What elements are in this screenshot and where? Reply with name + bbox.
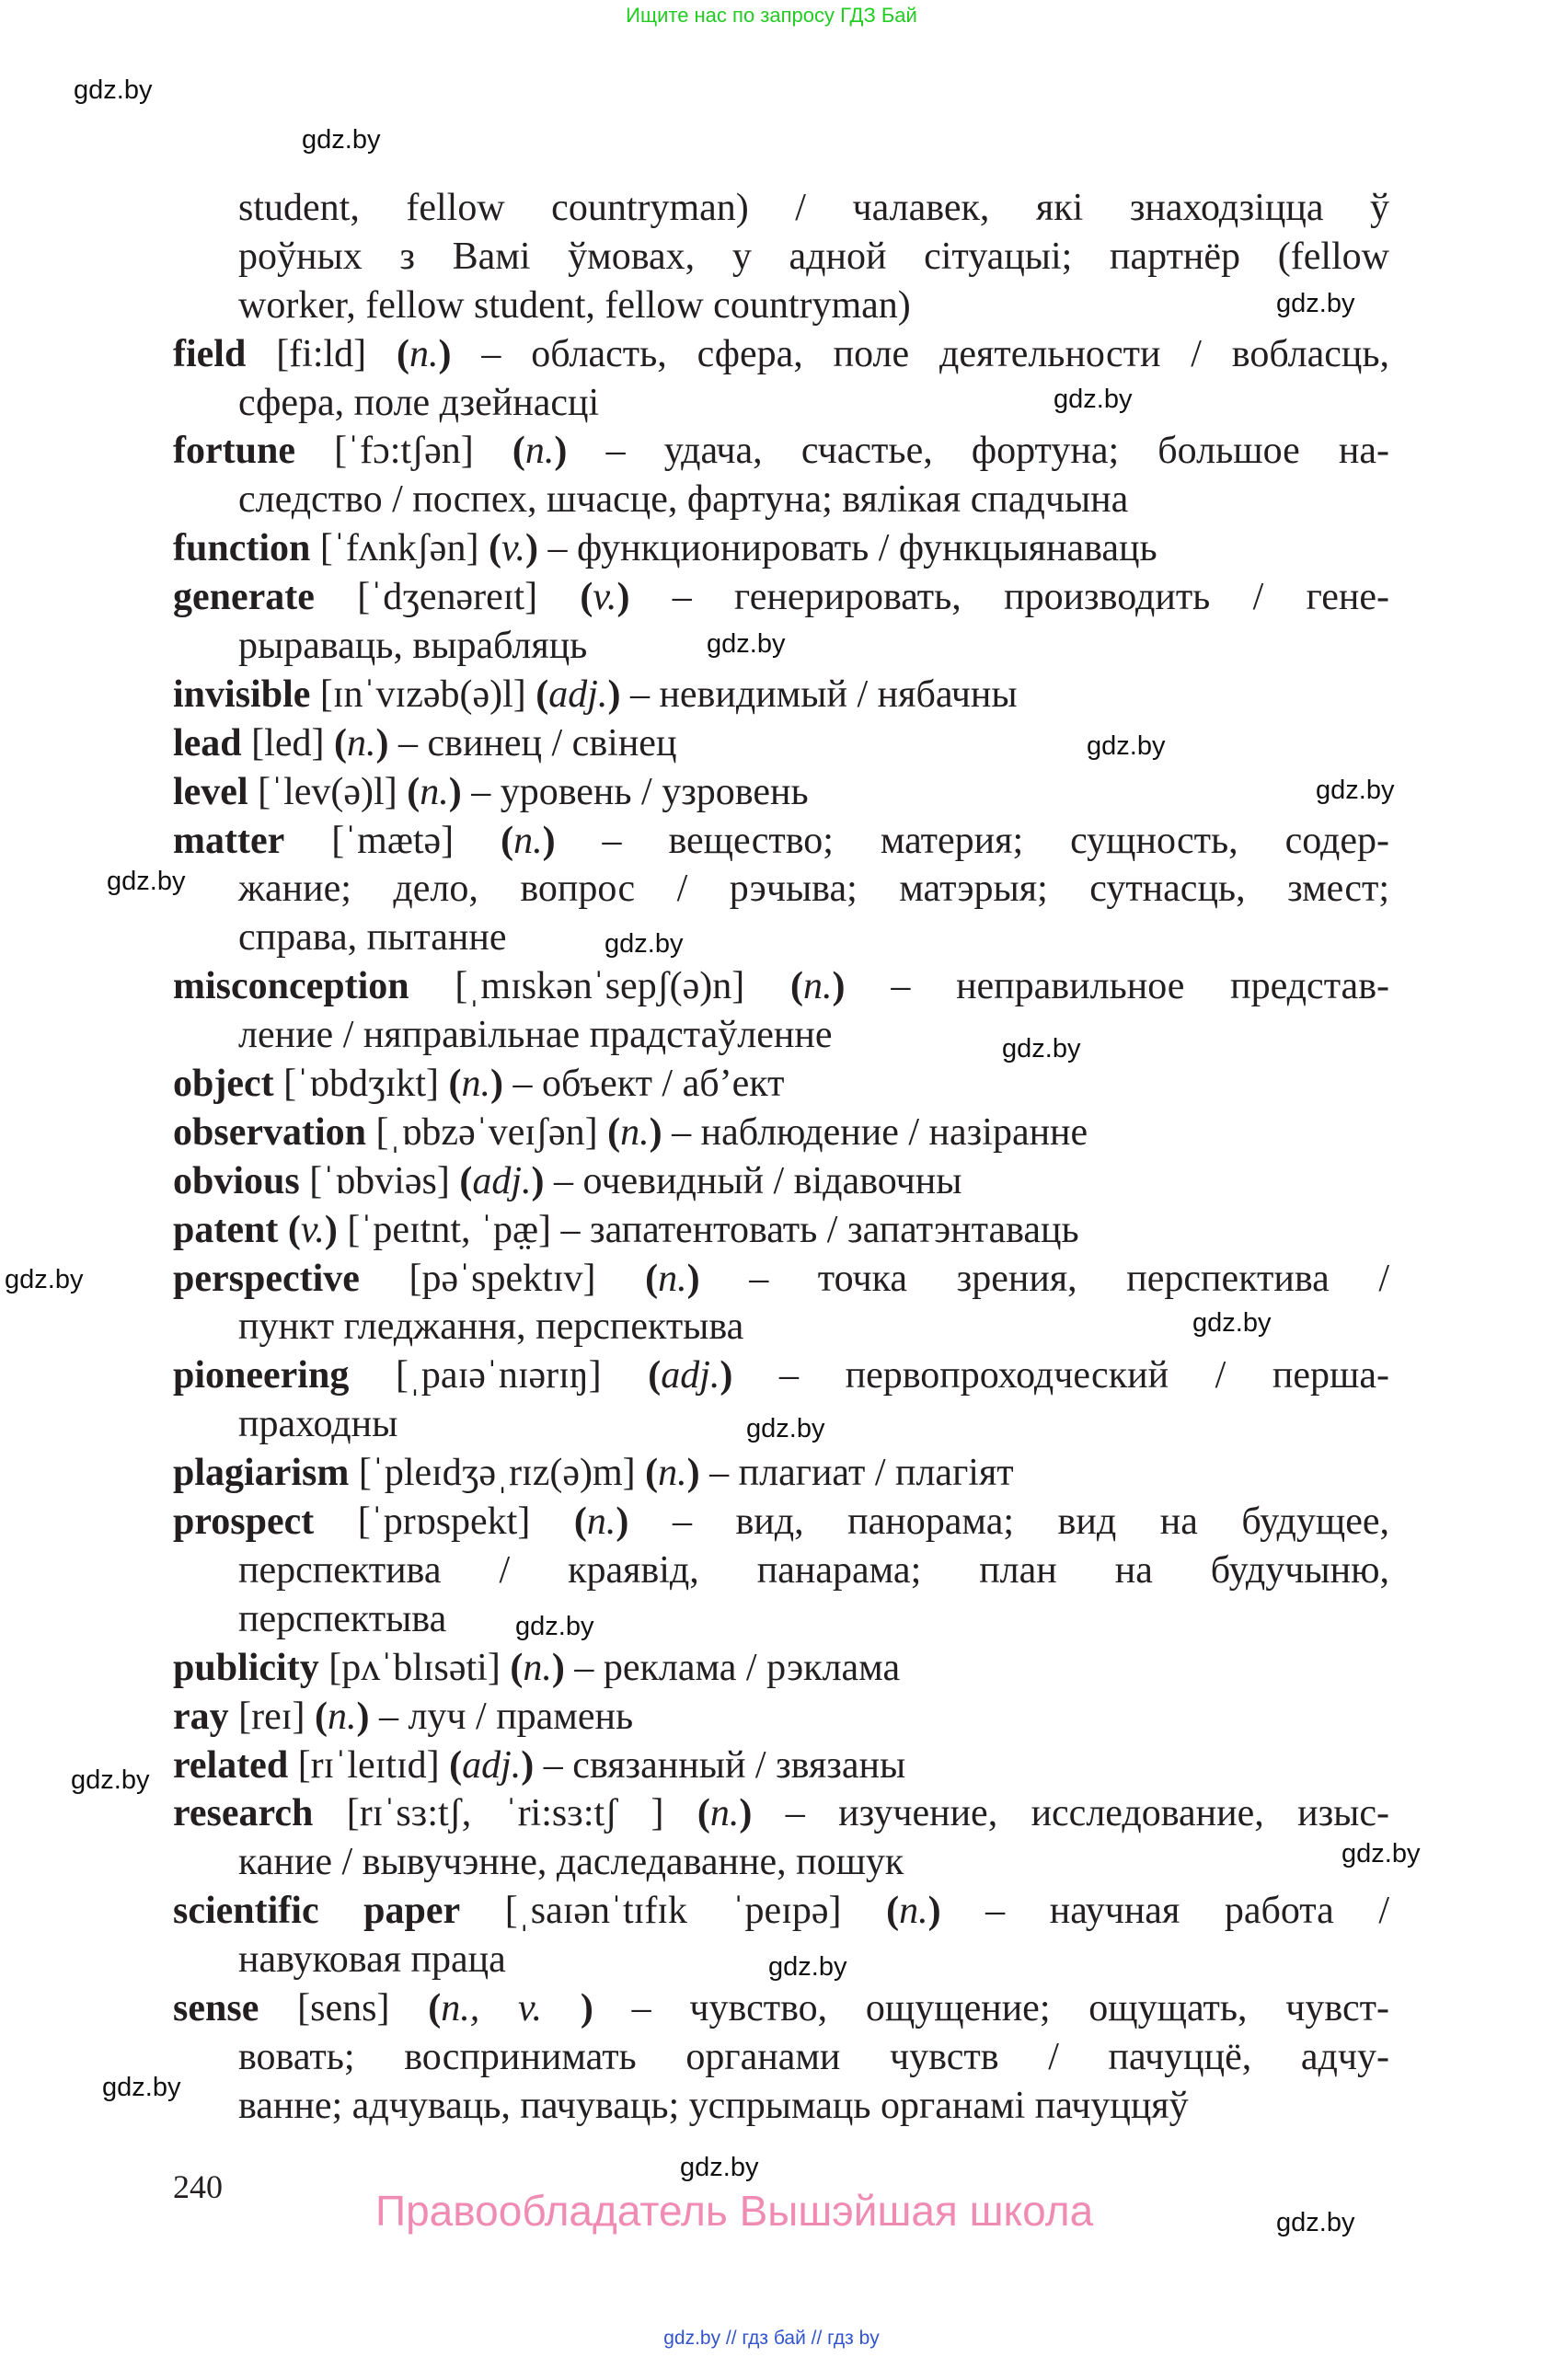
part-of-speech: (n.) bbox=[512, 430, 568, 473]
part-of-speech: (n.) bbox=[448, 1063, 504, 1106]
entry-first-line bbox=[173, 962, 1389, 1011]
part-of-speech-label: n. bbox=[524, 430, 555, 473]
part-of-speech: (v.) bbox=[580, 576, 630, 619]
transcription-wrapper bbox=[460, 1890, 886, 1932]
definition: – точка зрения, перспектива / bbox=[749, 1257, 1390, 1300]
watermark: gdz.by bbox=[1087, 731, 1166, 761]
entry-first-line bbox=[173, 1060, 1389, 1109]
headword: level bbox=[173, 770, 248, 813]
transcription-wrapper bbox=[349, 1452, 645, 1494]
definition-continuation: кание / вывучэнне, даследаванне, пошук bbox=[238, 1841, 904, 1884]
definition: – функционировать / функцыянаваць bbox=[547, 527, 1157, 570]
watermark: gdz.by bbox=[71, 1765, 150, 1795]
transcription: [sens] bbox=[297, 1986, 390, 2029]
definition: – чувство, ощущение; ощущать, чувст- bbox=[631, 1986, 1389, 2029]
transcription-wrapper bbox=[229, 1696, 315, 1738]
headword: scientific paper bbox=[173, 1890, 461, 1933]
definition: – луч / прамень bbox=[378, 1695, 634, 1738]
transcription: [ˈfɔ:tʃən] bbox=[334, 430, 474, 473]
part-of-speech: (n.) bbox=[645, 1452, 700, 1495]
copyright-holder: Правообладатель Вышэйшая школа bbox=[375, 2187, 1094, 2235]
part-of-speech: (n.) bbox=[607, 1110, 662, 1154]
transcription-wrapper bbox=[338, 1209, 561, 1251]
entry-first-line bbox=[173, 1157, 1389, 1206]
transcription-wrapper bbox=[259, 1987, 428, 2029]
part-of-speech: (n.) bbox=[397, 332, 452, 375]
watermark: gdz.by bbox=[707, 629, 786, 659]
entry-first-line bbox=[173, 1742, 1389, 1790]
part-of-speech-label: adj. bbox=[472, 1159, 532, 1202]
headword: perspective bbox=[173, 1257, 360, 1300]
definition: – реклама / рэклама bbox=[574, 1646, 901, 1689]
entry-first-line bbox=[173, 1206, 1389, 1255]
headword: related bbox=[173, 1743, 289, 1787]
part-of-speech: (n.) bbox=[790, 965, 846, 1008]
definition: – объект / аб’ект bbox=[512, 1063, 785, 1106]
entry-first-line bbox=[173, 1887, 1389, 1936]
part-of-speech: (adj.) bbox=[535, 673, 621, 716]
part-of-speech-label: n. bbox=[586, 1500, 616, 1544]
part-of-speech-label: adj. bbox=[661, 1354, 720, 1397]
part-of-speech: (n.) bbox=[501, 819, 556, 862]
part-of-speech-label: n. bbox=[523, 1646, 552, 1689]
headword: misconception bbox=[173, 965, 409, 1008]
headword: function bbox=[173, 527, 311, 570]
entry-first-line bbox=[173, 719, 1389, 768]
headword: pioneering bbox=[173, 1354, 350, 1397]
entry-first-line bbox=[173, 1984, 1389, 2033]
entry-first-line bbox=[173, 427, 1389, 476]
transcription-wrapper bbox=[314, 1500, 574, 1543]
definition-continuation: справа, пытанне bbox=[238, 916, 507, 960]
headword: sense bbox=[173, 1986, 259, 2029]
transcription: [ˈlev(ə)l] bbox=[258, 770, 397, 813]
transcription: [fi:ld] bbox=[276, 332, 367, 375]
transcription: [ˌɒbzəˈveɪʃən] bbox=[375, 1110, 598, 1154]
part-of-speech-label: v. bbox=[501, 527, 525, 570]
headword: fortune bbox=[173, 430, 295, 473]
watermark: gdz.by bbox=[302, 125, 381, 155]
entry-first-line bbox=[173, 524, 1389, 573]
part-of-speech: (n.) bbox=[510, 1646, 565, 1689]
definition: – генерировать, производить / гене- bbox=[672, 576, 1390, 619]
definition: – изучение, исследование, изыс- bbox=[785, 1792, 1390, 1835]
headword: observation bbox=[173, 1110, 366, 1154]
transcription: [ˈmætə] bbox=[331, 819, 455, 862]
headword: ray bbox=[173, 1695, 229, 1738]
watermark: gdz.by bbox=[1192, 1308, 1272, 1338]
headword: object bbox=[173, 1063, 274, 1106]
part-of-speech-label: n., v. bbox=[441, 1986, 581, 2029]
definition: – запатентовать / запатэнтаваць bbox=[560, 1208, 1079, 1251]
transcription-wrapper bbox=[274, 1063, 449, 1105]
headword: prospect bbox=[173, 1500, 315, 1544]
part-of-speech: (adj.) bbox=[449, 1743, 535, 1787]
watermark: gdz.by bbox=[107, 867, 186, 896]
watermark: gdz.by bbox=[605, 929, 684, 959]
definition-continuation: worker, fellow student, fellow countryman) bbox=[238, 283, 911, 327]
entry-first-line bbox=[173, 671, 1389, 719]
part-of-speech: (v.) bbox=[287, 1208, 338, 1251]
entry-first-line bbox=[173, 1351, 1389, 1400]
part-of-speech-label: n. bbox=[327, 1695, 357, 1738]
part-of-speech: (n., v. ) bbox=[428, 1986, 593, 2029]
entry-first-line bbox=[173, 1789, 1389, 1838]
transcription-wrapper bbox=[366, 1111, 607, 1154]
transcription-wrapper bbox=[310, 527, 489, 569]
part-of-speech-label: adj. bbox=[548, 673, 608, 716]
definition-continuation: ванне; адчуваць, пачуваць; успрымаць органамі пачуццяў bbox=[238, 2084, 1189, 2127]
headword: plagiarism bbox=[173, 1452, 350, 1495]
transcription-wrapper bbox=[288, 1744, 449, 1787]
entry-first-line bbox=[173, 573, 1389, 622]
headword: patent bbox=[173, 1208, 279, 1251]
entry-first-line bbox=[173, 1255, 1389, 1304]
definition: – уровень / узровень bbox=[471, 770, 809, 813]
transcription: [ˈprɒspekt] bbox=[357, 1500, 531, 1544]
transcription-wrapper bbox=[246, 333, 397, 375]
transcription: [ˈpeɪtnt, ˈpæ̤] bbox=[347, 1208, 551, 1251]
headword: generate bbox=[173, 576, 315, 619]
entry-first-line bbox=[173, 1693, 1389, 1742]
transcription: [pəˈspektɪv] bbox=[409, 1257, 596, 1300]
transcription: [pʌˈblɪsəti] bbox=[328, 1646, 501, 1689]
entry-first-line bbox=[173, 817, 1389, 866]
transcription: [led] bbox=[251, 721, 325, 765]
transcription-wrapper bbox=[284, 820, 501, 862]
glossary bbox=[173, 184, 1389, 2131]
part-of-speech-label: n. bbox=[461, 1063, 491, 1106]
transcription-wrapper bbox=[295, 430, 512, 472]
watermark: gdz.by bbox=[515, 1612, 594, 1641]
part-of-speech-label: n. bbox=[709, 1792, 740, 1835]
transcription: [ˌmɪskənˈsepʃ(ə)n] bbox=[455, 965, 745, 1008]
part-of-speech: (adj.) bbox=[648, 1354, 733, 1397]
headword: publicity bbox=[173, 1646, 319, 1689]
definition: – наблюдение / назіранне bbox=[672, 1110, 1088, 1154]
transcription-wrapper bbox=[313, 1792, 697, 1834]
definition: – неправильное представ- bbox=[891, 965, 1390, 1008]
transcription: [ˈdʒenəreɪt] bbox=[357, 576, 538, 619]
headword: research bbox=[173, 1792, 314, 1835]
part-of-speech: (n.) bbox=[645, 1257, 700, 1300]
definition: – свинец / свінец bbox=[397, 721, 677, 765]
definition-continuation: пункт гледжання, перспектыва bbox=[238, 1305, 744, 1349]
transcription-wrapper bbox=[300, 1160, 460, 1202]
watermark: gdz.by bbox=[1002, 1034, 1081, 1064]
definition-continuation: праходны bbox=[238, 1403, 398, 1446]
definition-continuation: роўных з Вамі ўмовах, у адной сітуацыі; партнёр (fellow bbox=[238, 235, 1389, 278]
transcription: [rɪˈsɜ:tʃ, ˈri:sɜ:tʃ ] bbox=[346, 1792, 664, 1835]
watermark: gdz.by bbox=[1341, 1839, 1421, 1868]
part-of-speech-label: adj. bbox=[462, 1743, 522, 1787]
headword: obvious bbox=[173, 1159, 300, 1202]
entry-first-line bbox=[173, 1449, 1389, 1498]
transcription: [ˈfʌnkʃən] bbox=[319, 527, 479, 570]
watermark: gdz.by bbox=[74, 75, 153, 105]
definition: – вещество; материя; сущность, содер- bbox=[602, 819, 1390, 862]
watermark: gdz.by bbox=[1054, 385, 1133, 414]
definition-continuation: жание; дело, вопрос / рэчыва; матэрыя; сутнасць, змест; bbox=[238, 868, 1389, 911]
definition: – область, сфера, поле деятельности / вобласць, bbox=[481, 332, 1390, 375]
transcription-wrapper bbox=[349, 1354, 648, 1397]
definition-continuation: student, fellow countryman) / чалавек, які знаходзіцца ў bbox=[238, 187, 1389, 229]
transcription-wrapper bbox=[319, 1647, 511, 1689]
watermark: gdz.by bbox=[102, 2073, 181, 2102]
transcription: [ˌpaɪəˈnɪərɪŋ] bbox=[395, 1354, 602, 1397]
headword: field bbox=[173, 332, 247, 375]
entry-first-line bbox=[173, 1109, 1389, 1157]
part-of-speech: (n.) bbox=[886, 1890, 941, 1933]
definition: – первопроходческий / перша- bbox=[778, 1354, 1390, 1397]
transcription: [rɪˈleɪtɪd] bbox=[297, 1743, 440, 1787]
part-of-speech: (n.) bbox=[697, 1792, 753, 1835]
definition: – удача, счастье, фортуна; большое на- bbox=[605, 430, 1389, 473]
part-of-speech-label: n. bbox=[658, 1257, 687, 1300]
part-of-speech-label: n. bbox=[513, 819, 543, 862]
definition-continuation: перспектива / краявід, панарама; план на будучыню, bbox=[238, 1548, 1389, 1592]
watermark: gdz.by bbox=[1276, 2208, 1355, 2237]
transcription-wrapper bbox=[409, 965, 790, 1007]
definition-continuation: вовать; воспринимать органами чувств / пачуццё, адчу- bbox=[238, 2035, 1389, 2078]
definition: – вид, панорама; вид на будущее, bbox=[672, 1500, 1390, 1544]
part-of-speech-label: n. bbox=[420, 770, 449, 813]
definition: – связанный / звязаны bbox=[543, 1743, 906, 1787]
part-of-speech: (v.) bbox=[488, 527, 538, 570]
page-number: 240 bbox=[173, 2168, 223, 2205]
definition-continuation: навуковая праца bbox=[238, 1938, 506, 1982]
definition: – плагиат / плагіят bbox=[709, 1452, 1014, 1495]
transcription-wrapper bbox=[360, 1258, 645, 1300]
part-of-speech: (adj.) bbox=[459, 1159, 545, 1202]
part-of-speech-label: v. bbox=[593, 576, 617, 619]
watermark: gdz.by bbox=[746, 1414, 825, 1443]
part-of-speech-label: n. bbox=[899, 1890, 928, 1933]
transcription-wrapper bbox=[248, 771, 408, 813]
part-of-speech: (n.) bbox=[314, 1695, 370, 1738]
transcription: [reɪ] bbox=[238, 1695, 305, 1738]
part-of-speech-label: v. bbox=[300, 1208, 325, 1251]
entry-first-line bbox=[173, 330, 1389, 379]
part-of-speech-label: n. bbox=[803, 965, 833, 1008]
transcription-wrapper bbox=[315, 576, 580, 618]
definition-continuation: сфера, поле дзейнасці bbox=[238, 381, 600, 424]
entry-first-line bbox=[173, 768, 1389, 817]
transcription: [ˈpleɪdʒəˌrɪz(ə)m] bbox=[358, 1452, 636, 1495]
entry-first-line bbox=[173, 1644, 1389, 1693]
definition-continuation: перспектыва bbox=[238, 1597, 447, 1640]
definition-continuation: ление / няправільнае прадстаўленне bbox=[238, 1014, 833, 1057]
headword: invisible bbox=[173, 673, 311, 716]
part-of-speech-label: n. bbox=[346, 721, 376, 765]
part-of-speech: (n.) bbox=[573, 1500, 629, 1544]
transcription-wrapper bbox=[242, 722, 334, 765]
transcription-wrapper bbox=[310, 673, 535, 716]
watermark: gdz.by bbox=[5, 1265, 84, 1294]
part-of-speech: (n.) bbox=[407, 770, 462, 813]
watermark: gdz.by bbox=[1276, 289, 1355, 318]
part-of-speech-label: n. bbox=[620, 1110, 650, 1154]
part-of-speech-label: n. bbox=[409, 332, 439, 375]
definition: – научная работа / bbox=[985, 1890, 1390, 1933]
part-of-speech-label: n. bbox=[658, 1452, 687, 1495]
headword: lead bbox=[173, 721, 242, 765]
transcription: [ˈɒbdʒɪkt] bbox=[283, 1063, 440, 1106]
transcription: [ˌsaɪənˈtɪfɪk ˈpeɪpə] bbox=[504, 1890, 842, 1933]
watermark: gdz.by bbox=[768, 1952, 847, 1982]
transcription: [ɪnˈvɪzəb(ə)l] bbox=[319, 673, 526, 716]
transcription: [ˈɒbviəs] bbox=[309, 1159, 450, 1202]
headword: matter bbox=[173, 819, 285, 862]
definition: – невидимый / нябачны bbox=[629, 673, 1018, 716]
watermark: gdz.by bbox=[680, 2153, 759, 2182]
part-of-speech: (n.) bbox=[333, 721, 389, 765]
definition-continuation: следство / поспех, шчасце, фартуна; вялікая спадчына bbox=[238, 478, 1129, 522]
top-banner[interactable]: Ищите нас по запросу ГДЗ Бай bbox=[626, 4, 917, 27]
watermark: gdz.by bbox=[1316, 776, 1395, 805]
definition-continuation: рыраваць, вырабляць bbox=[238, 625, 588, 668]
entry-first-line bbox=[173, 1498, 1389, 1546]
definition: – очевидный / відавочны bbox=[553, 1159, 962, 1202]
footer-links[interactable]: gdz.by // гдз бай // гдз by bbox=[663, 2328, 880, 2349]
